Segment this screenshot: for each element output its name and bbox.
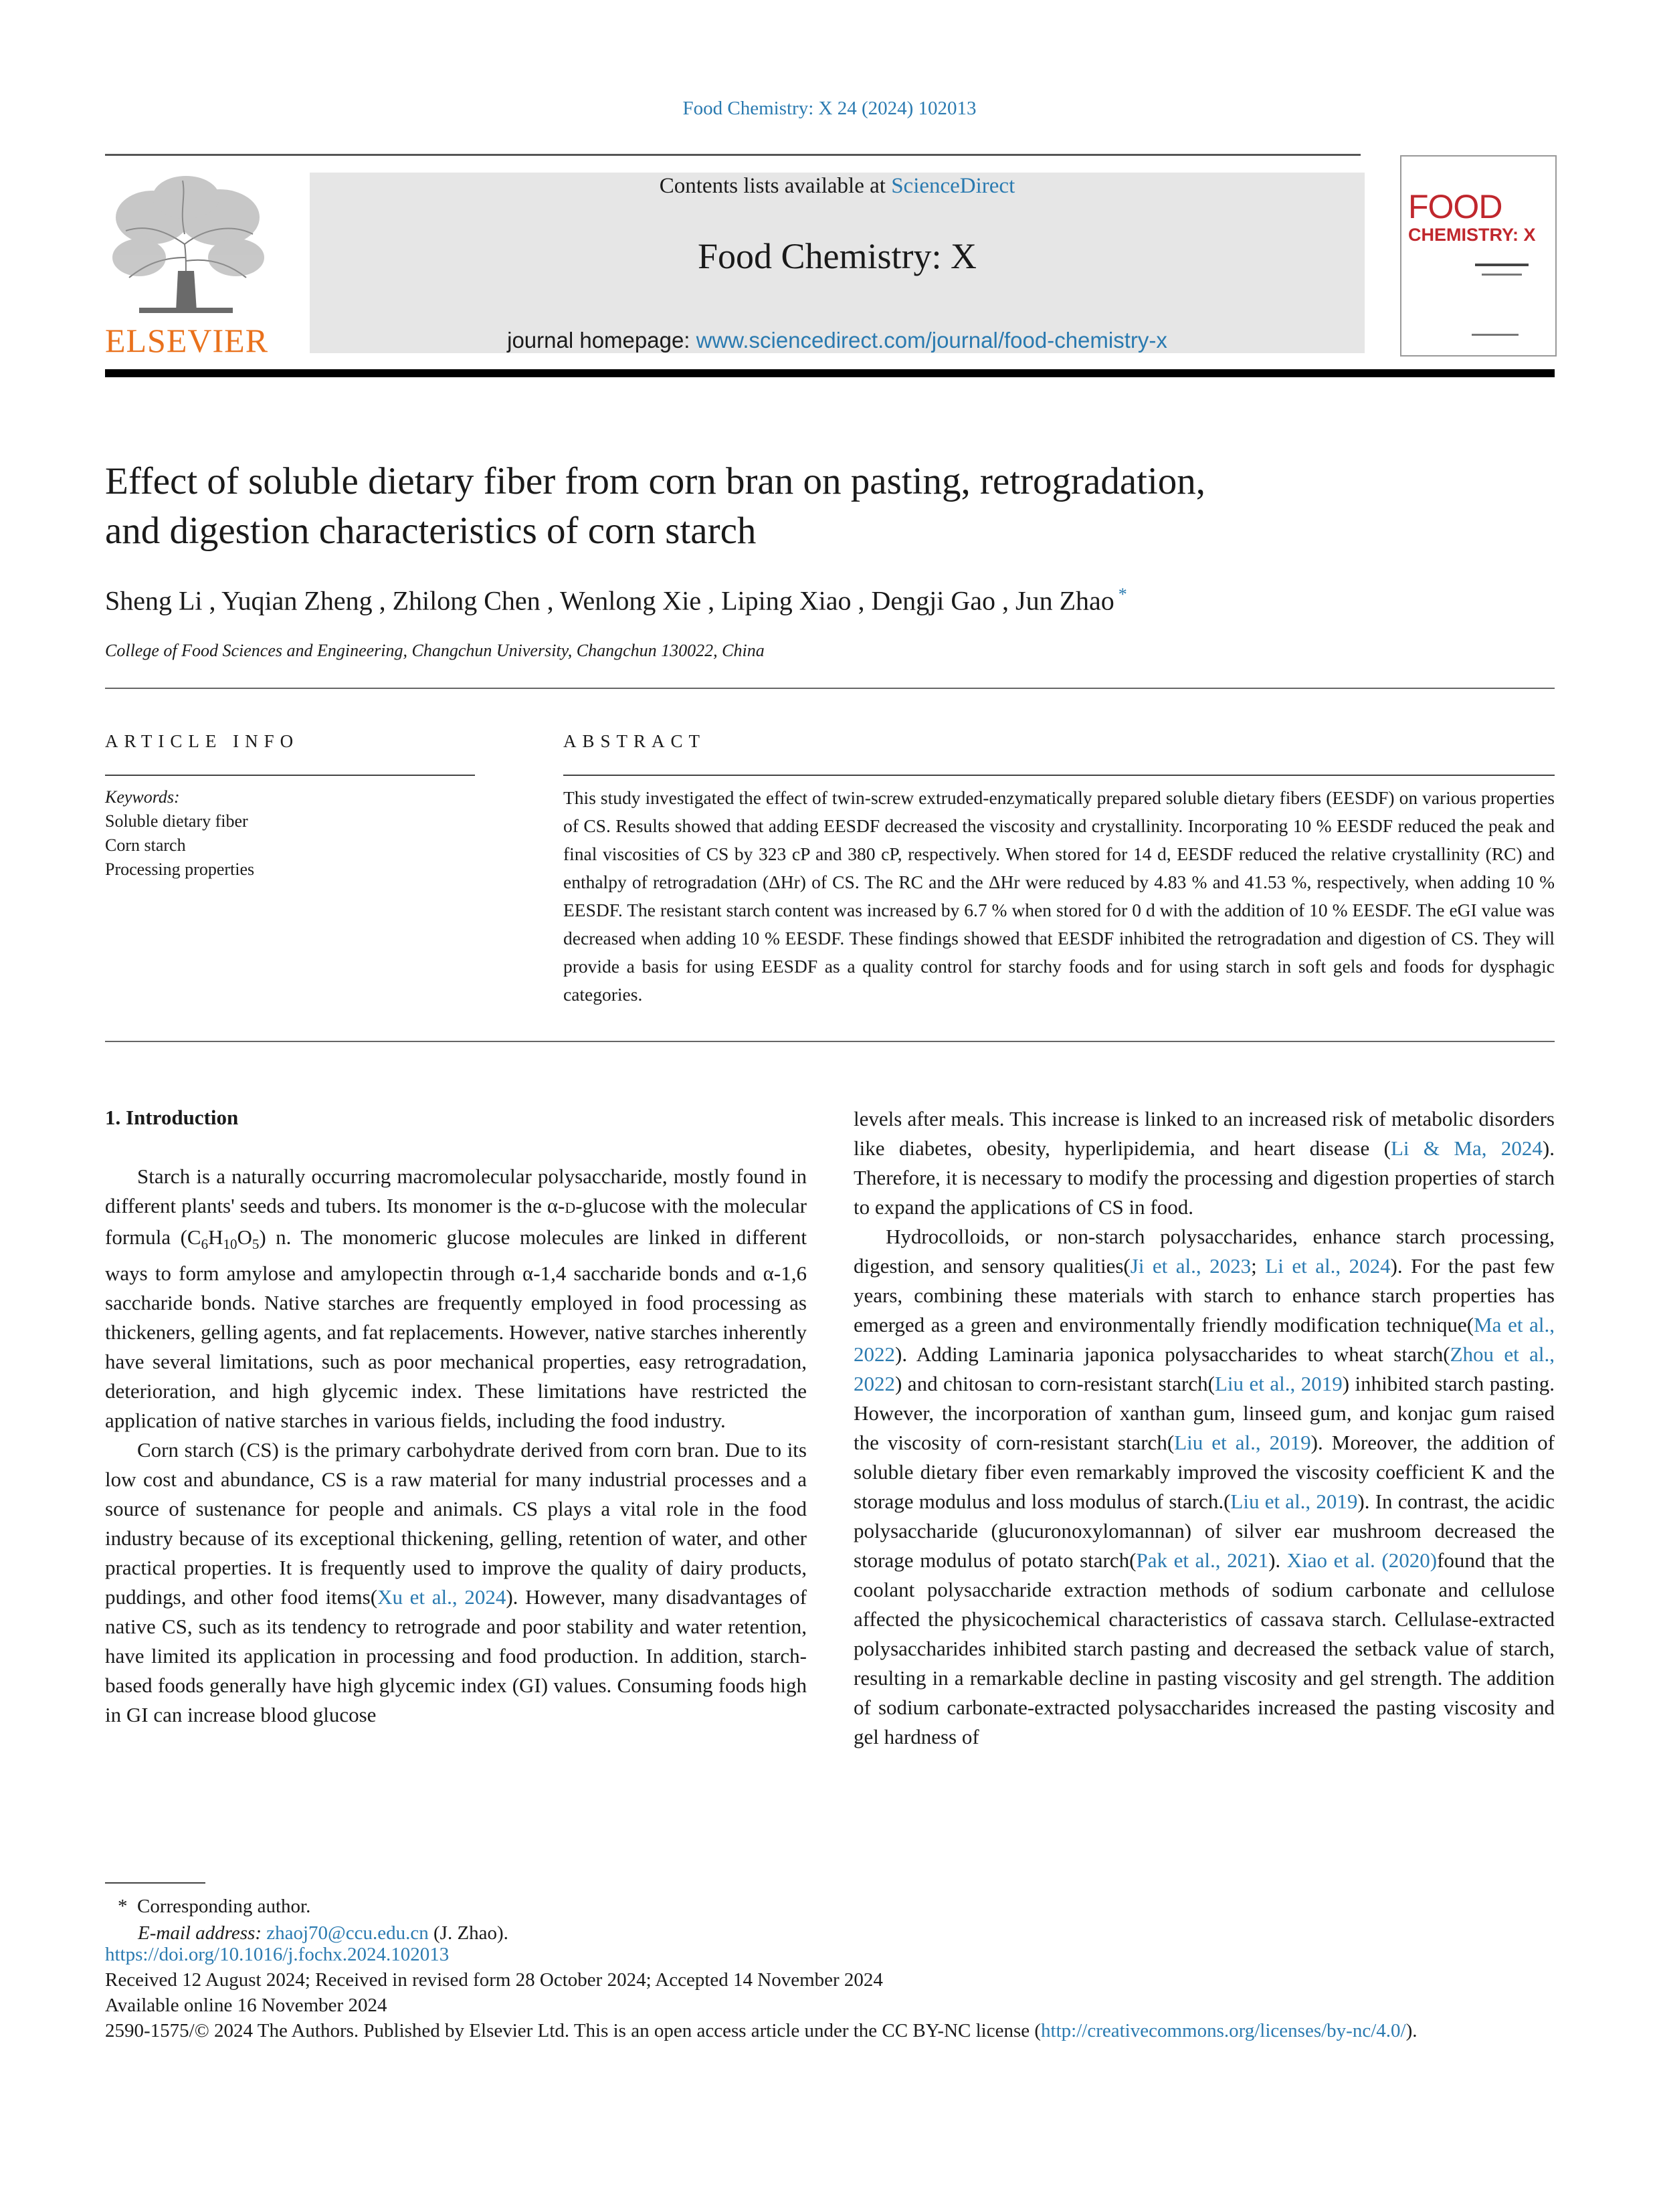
citation-link[interactable]: Li & Ma, 2024 (1390, 1136, 1543, 1160)
citation-link[interactable]: Pak et al., 2021 (1136, 1548, 1269, 1572)
doi-link[interactable]: https://doi.org/10.1016/j.fochx.2024.102013 (105, 1944, 450, 1965)
citation-link[interactable]: Ma et al., 2022 (854, 1313, 1555, 1366)
smallcaps-d: D (565, 1199, 576, 1216)
abstract-text: This study investigated the effect of twin-screw extruded-enzymatically prepared soluble dietary fibers (EESDF) on various properties of CS. Results showed that adding EESDF decreased the viscosity and crystallinity. Incorporating 10 % EESDF reduced the peak and final viscosities of CS by 323 cP and 380 cP, respectively. When stored for 14 d, EESDF reduced the relative crystallinity (RC) and enthalpy of retrogradation (ΔHr) of CS. The RC and the ΔHr were reduced by 4.83 % and 41.53 %, respectively, when adding 10 % EESDF. The resistant starch content was increased by 6.7 % when stored for 0 d with the addition of 10 % EESDF. The eGI value was decreased when adding 10 % EESDF. These findings showed that EESDF inhibited the retrogradation and digestion of CS. They will provide a basis for using EESDF as a quality control for starchy foods and for using starch in soft gels and foods for dysphagic categories. (563, 787, 1555, 1005)
journal-title: Food Chemistry: X (697, 236, 977, 276)
citation-link[interactable]: Xu et al., 2024 (377, 1585, 506, 1609)
paragraph-text: ) n. The monomeric glucose molecules are linked in different ways to form amylose and amylopectin through α-1,4 saccharide bonds and α-1,6 saccharide bonds. Native starches are frequently employed in food processing as thickeners, gelling agents, and fat replacements. However, native starches inherently have several limitations, such as poor mechanical properties, easy retrogradation, deterioration, and high glycemic index. These limitations have restricted the application of native starches in various fields, including the food industry. (105, 1225, 807, 1433)
article-info-heading: ARTICLE INFO (105, 731, 300, 751)
paragraph-text: ). In contrast, the acidic polysaccharide (glucuronoxylomannan) of silver ear mushroom decreased the storage modulus of potato starch( (854, 1490, 1555, 1572)
contents-line (310, 174, 1365, 199)
header-rule-thin (105, 154, 1361, 156)
cover-editor-line (1475, 264, 1529, 266)
citation-link[interactable]: Ji et al., 2023 (1130, 1254, 1252, 1278)
citation-link[interactable]: Liu et al., 2019 (1214, 1372, 1343, 1395)
paragraph-text: Starch is a naturally occurring macromolecular polysaccharide, mostly found in different plants' seeds and tubers. Its monomer is the α- (105, 1165, 807, 1217)
divider-top (105, 688, 1555, 689)
formula-o: O (237, 1225, 252, 1249)
journal-cover-thumbnail[interactable] (1400, 155, 1557, 357)
keywords-block (105, 785, 475, 882)
elsevier-logo (99, 171, 274, 361)
paragraph-text: ). However, many disadvantages of native CS, such as its tendency to retrograde and poor stability and water retention, have limited its application in processing and food production. In addition, starch-based foods generally have high glycemic index (GI) values. Consuming foods high in GI can increase blood glucose (105, 1585, 807, 1727)
authors-text: Sheng Li , Yuqian Zheng , Zhilong Chen , Wenlong Xie , Liping Xiao , Dengji Gao , Jun Zhao (105, 585, 1114, 616)
paragraph-text: Hydrocolloids, or non-starch polysaccharides, enhance starch processing, digestion, and sensory qualities( (854, 1225, 1555, 1278)
paragraph-text: ). Moreover, the addition of soluble dietary fiber even remarkably improved the viscosity coefficient K and the storage modulus and loss modulus of starch.( (854, 1431, 1555, 1513)
cover-editor-line-2 (1482, 274, 1522, 276)
article-title (105, 457, 1376, 556)
license-suffix: ). (1405, 2020, 1418, 2041)
homepage-prefix: journal homepage: (507, 328, 696, 353)
paragraph-text: ). Adding Laminaria japonica polysaccharides to wheat starch( (895, 1342, 1450, 1366)
available-online: Available online 16 November 2024 (105, 1995, 387, 2016)
formula-h: H (208, 1225, 223, 1249)
cover-title-chemistry: CHEMISTRY: X (1408, 225, 1536, 245)
keyword-item: Corn starch (105, 835, 186, 855)
abstract-heading: ABSTRACT (563, 731, 706, 751)
license-line (105, 2018, 1555, 2043)
paragraph-text: ) inhibited starch pasting. However, the incorporation of xanthan gum, linseed gum, and konjac gum raised the viscosity of corn-resistant starch( (854, 1372, 1555, 1454)
paragraph-text: found that the coolant polysaccharide extraction methods of sodium carbonate and cellulose affected the physicochemical characteristics of cassava starch. Cellulase-extracted polysaccharides inhibited starch pasting and decreased the setback value of starch, resulting in a remarkable decline in pasting viscosity and gel strength. The addition of sodium carbonate-extracted polysaccharides increased the pasting viscosity and gel hardness of (854, 1548, 1555, 1748)
corresponding-author-mark[interactable]: * (1118, 585, 1127, 604)
footnote-block (118, 1893, 508, 1946)
license-link[interactable]: http://creativecommons.org/licenses/by-nc/4.0/ (1041, 2020, 1406, 2041)
keyword-item: Processing properties (105, 860, 255, 879)
paragraph-text: ). (1268, 1548, 1287, 1572)
paragraph-text: ) and chitosan to corn-resistant starch( (895, 1372, 1215, 1395)
contents-prefix: Contents lists available at (659, 174, 892, 198)
journal-citation[interactable]: Food Chemistry: X 24 (2024) 102013 (682, 98, 977, 119)
citation-link[interactable]: Liu et al., 2019 (1230, 1490, 1358, 1513)
cover-footer-line (1472, 334, 1519, 336)
divider-bottom (105, 1041, 1555, 1042)
article-title-line-1: Effect of soluble dietary fiber from corn bran on pasting, retrogradation, (105, 460, 1206, 502)
sciencedirect-link[interactable]: ScienceDirect (891, 174, 1015, 198)
email-link[interactable]: zhaoj70@ccu.edu.cn (266, 1922, 429, 1944)
body-paragraph (854, 1104, 1555, 1222)
paragraph-text: -glucose with the molecular formula (C (105, 1194, 807, 1249)
email-label: E-mail address: (138, 1922, 267, 1944)
author-list (105, 585, 1510, 616)
citation-link[interactable]: Liu et al., 2019 (1174, 1431, 1311, 1454)
section-heading-introduction: 1. Introduction (105, 1106, 239, 1129)
email-suffix: (J. Zhao). (428, 1922, 508, 1944)
body-paragraph (854, 1222, 1555, 1752)
footnote-text: Corresponding author. (137, 1896, 311, 1917)
article-info-rule (105, 775, 475, 776)
body-paragraph (105, 1162, 807, 1435)
received-dates: Received 12 August 2024; Received in revised form 28 October 2024; Accepted 14 November 2024 (105, 1969, 883, 1991)
header-rule-thick (105, 369, 1555, 377)
abstract-rule (563, 775, 1555, 776)
subscript: 5 (252, 1236, 260, 1253)
subscript: 10 (223, 1236, 237, 1253)
paragraph-text: ). Therefore, it is necessary to modify the processing and digestion properties of starch to expand the applications of CS in food. (854, 1136, 1555, 1219)
homepage-link[interactable]: www.sciencedirect.com/journal/food-chemistry-x (696, 328, 1167, 353)
article-title-line-2: and digestion characteristics of corn starch (105, 510, 757, 552)
affiliation: College of Food Sciences and Engineering, Changchun University, Changchun 130022, China (105, 641, 765, 660)
publication-info (105, 1942, 1555, 2043)
footnote-rule (105, 1882, 205, 1884)
corresponding-footnote (118, 1893, 508, 1920)
elsevier-wordmark: ELSEVIER (104, 322, 269, 359)
keywords-label: Keywords: (105, 787, 180, 807)
citation-link[interactable]: Xiao et al. (2020) (1286, 1548, 1438, 1572)
keyword-item: Soluble dietary fiber (105, 811, 248, 831)
homepage-line (310, 328, 1365, 353)
paragraph-text: levels after meals. This increase is linked to an increased risk of metabolic disorders like diabetes, obesity, hyperlipidemia, and heart disease ( (854, 1107, 1555, 1160)
cover-title-food: FOOD (1408, 188, 1502, 225)
subscript: 6 (201, 1236, 209, 1253)
citation-link[interactable]: Zhou et al., 2022 (854, 1342, 1555, 1395)
license-text: 2590-1575/© 2024 The Authors. Published by Elsevier Ltd. This is an open access article under the CC BY-NC license ( (105, 2020, 1042, 2041)
paragraph-text: Corn starch (CS) is the primary carbohydrate derived from corn bran. Due to its low cost and abundance, CS is a raw material for many industrial processes and a source of sustenance for people and animals. CS plays a vital role in the food industry because of its exceptional thickening, gelling, retention of water, and other practical properties. It is frequently used to improve the quality of dairy products, puddings, and other food items( (105, 1438, 807, 1609)
body-paragraph (105, 1435, 807, 1730)
citation-link[interactable]: Li et al., 2024 (1265, 1254, 1391, 1278)
footnote-mark: * (118, 1896, 128, 1917)
body-column-left (105, 1162, 807, 1730)
paragraph-text: ). For the past few years, combining these materials with starch to enhance starch properties has emerged as a green and environmentally friendly modification technique( (854, 1254, 1555, 1336)
body-column-right (854, 1104, 1555, 1752)
separator: ; (1251, 1254, 1266, 1278)
